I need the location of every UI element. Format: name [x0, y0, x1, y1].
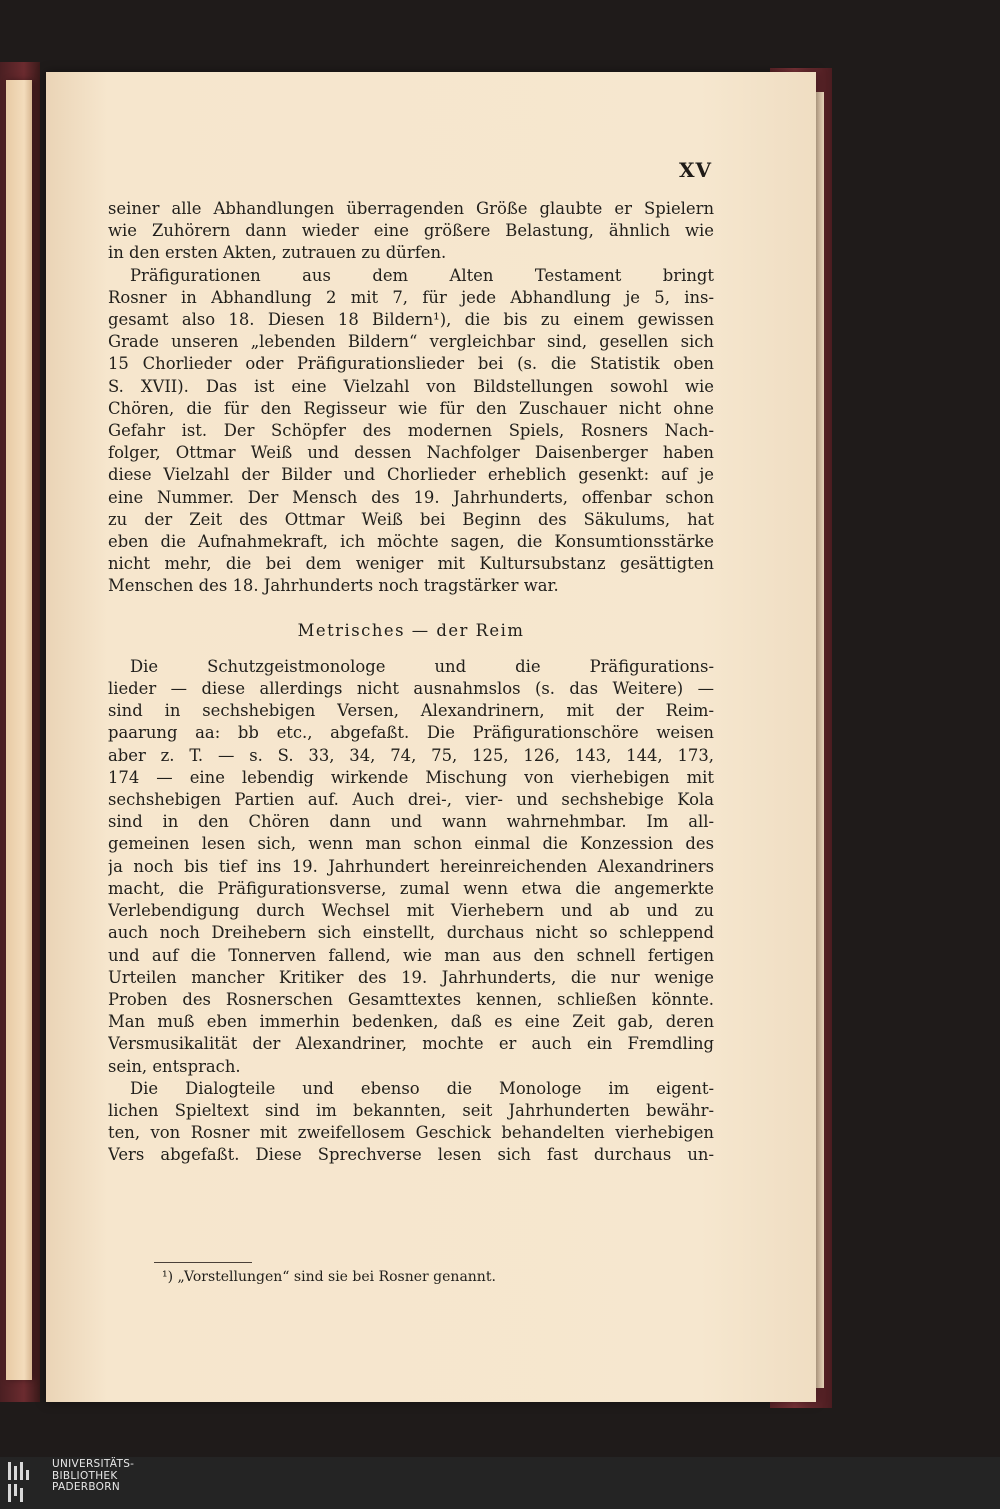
text-line: Die Schutzgeistmonologe und die Präfigurations- — [130, 656, 714, 676]
footnote-rule — [154, 1262, 252, 1263]
text-line: S. XVII). Das ist eine Vielzahl von Bildstellungen sowohl wie — [108, 376, 714, 396]
text-line: gesamt also 18. Diesen 18 Bildern¹), die bis zu einem gewissen — [108, 310, 714, 330]
library-name-line-3: PADERBORN — [52, 1481, 120, 1493]
text-line: nicht mehr, die bei dem weniger mit Kultursubstanz gesättigten — [108, 554, 714, 574]
book-page — [46, 72, 816, 1402]
text-line: und auf die Tonnerven fallend, wie man aus den schnell fertigen — [108, 945, 714, 965]
text-line: eben die Aufnahmekraft, ich möchte sagen, die Konsumtionsstärke — [108, 532, 714, 552]
library-name-line-1: UNIVERSITÄTS- — [52, 1458, 135, 1470]
library-name-line-2: BIBLIOTHEK — [52, 1469, 118, 1482]
text-line: Vers abgefaßt. Diese Sprechverse lesen sich fast durchaus un- — [108, 1145, 714, 1165]
paragraph-group-1 — [108, 198, 714, 598]
text-line: eine Nummer. Der Mensch des 19. Jahrhunderts, offenbar schon — [108, 487, 714, 507]
text-line: Grade unseren „lebenden Bildern“ vergleichbar sind, gesellen sich — [108, 332, 714, 352]
library-footer-bar — [0, 1457, 1000, 1509]
text-line: sind in den Chören dann und wann wahrnehmbar. Im all- — [108, 812, 714, 832]
library-name — [52, 1459, 134, 1494]
text-line: diese Vielzahl der Bilder und Chorlieder erheblich gesenkt: auf je — [108, 465, 714, 485]
text-line: Die Dialogteile und ebenso die Monologe im eigent- — [130, 1078, 714, 1098]
text-line: wie Zuhörern dann wieder eine größere Belastung, ähnlich wie — [108, 221, 714, 241]
text-line: seiner alle Abhandlungen überragenden Größe glaubte er Spielern — [108, 199, 714, 218]
page-number: XV — [678, 158, 712, 182]
text-line: Menschen des 18. Jahrhunderts noch tragstärker war. — [108, 576, 559, 596]
text-line: aber z. T. — s. S. 33, 34, 74, 75, 125, 126, 143, 144, 173, — [108, 745, 714, 765]
text-line: macht, die Präfigurationsverse, zumal wenn etwa die angemerkte — [108, 878, 714, 898]
section-heading: Metrisches — der Reim — [297, 620, 525, 640]
text-line: ten, von Rosner mit zweifellosem Geschick behandelten vierhebigen — [108, 1123, 714, 1143]
text-line: Proben des Rosnerschen Gesamttextes kennen, schließen könnte. — [108, 989, 714, 1009]
main-text — [108, 198, 714, 1167]
text-line: Versmusikalität der Alexandriner, mochte er auch ein Fremdling — [108, 1034, 714, 1054]
library-logo-icon — [6, 1460, 46, 1505]
text-line: Verlebendigung durch Wechsel mit Vierhebern und ab und zu — [108, 901, 714, 921]
text-line: 174 — eine lebendig wirkende Mischung von vierhebigen mit — [108, 767, 714, 787]
text-line: zu der Zeit des Ottmar Weiß bei Beginn des Säkulums, hat — [108, 509, 714, 529]
text-line: gemeinen lesen sich, wenn man schon einmal die Konzession des — [108, 834, 714, 854]
text-line: Chören, die für den Regisseur wie für den Zuschauer nicht ohne — [108, 398, 714, 418]
text-line: lichen Spieltext sind im bekannten, seit Jahrhunderten bewähr- — [108, 1100, 714, 1120]
text-line: sein, entsprach. — [108, 1056, 241, 1076]
text-line: Gefahr ist. Der Schöpfer des modernen Spiels, Rosners Nach- — [108, 421, 714, 441]
text-line: paarung aa: bb etc., abgefaßt. Die Präfigurationschöre weisen — [108, 723, 714, 743]
left-page-edge — [6, 80, 32, 1380]
text-line: folger, Ottmar Weiß und dessen Nachfolger Daisenberger haben — [108, 443, 714, 463]
text-line: Rosner in Abhandlung 2 mit 7, für jede Abhandlung je 5, ins- — [108, 287, 714, 307]
text-line: 15 Chorlieder oder Präfigurationslieder bei (s. die Statistik oben — [108, 354, 714, 374]
text-line: Präfigurationen aus dem Alten Testament bringt — [130, 265, 714, 285]
text-line: Man muß eben immerhin bedenken, daß es eine Zeit gab, deren — [108, 1012, 714, 1032]
paragraph-group-2 — [108, 656, 714, 1167]
text-line: Urteilen mancher Kritiker des 19. Jahrhunderts, die nur wenige — [108, 967, 714, 987]
text-line: in den ersten Akten, zutrauen zu dürfen. — [108, 243, 447, 263]
footnote: ¹) „Vorstellungen“ sind sie bei Rosner genannt. — [162, 1269, 496, 1285]
text-line: sechshebigen Partien auf. Auch drei-, vier- und sechshebige Kola — [108, 790, 714, 810]
text-line: auch noch Dreihebern sich einstellt, durchaus nicht so schleppend — [108, 923, 714, 943]
text-line: sind in sechshebigen Versen, Alexandrinern, mit der Reim- — [108, 701, 714, 721]
text-line: lieder — diese allerdings nicht ausnahmslos (s. das Weitere) — — [108, 679, 714, 699]
text-line: ja noch bis tief ins 19. Jahrhundert hereinreichenden Alexandriners — [108, 856, 714, 876]
